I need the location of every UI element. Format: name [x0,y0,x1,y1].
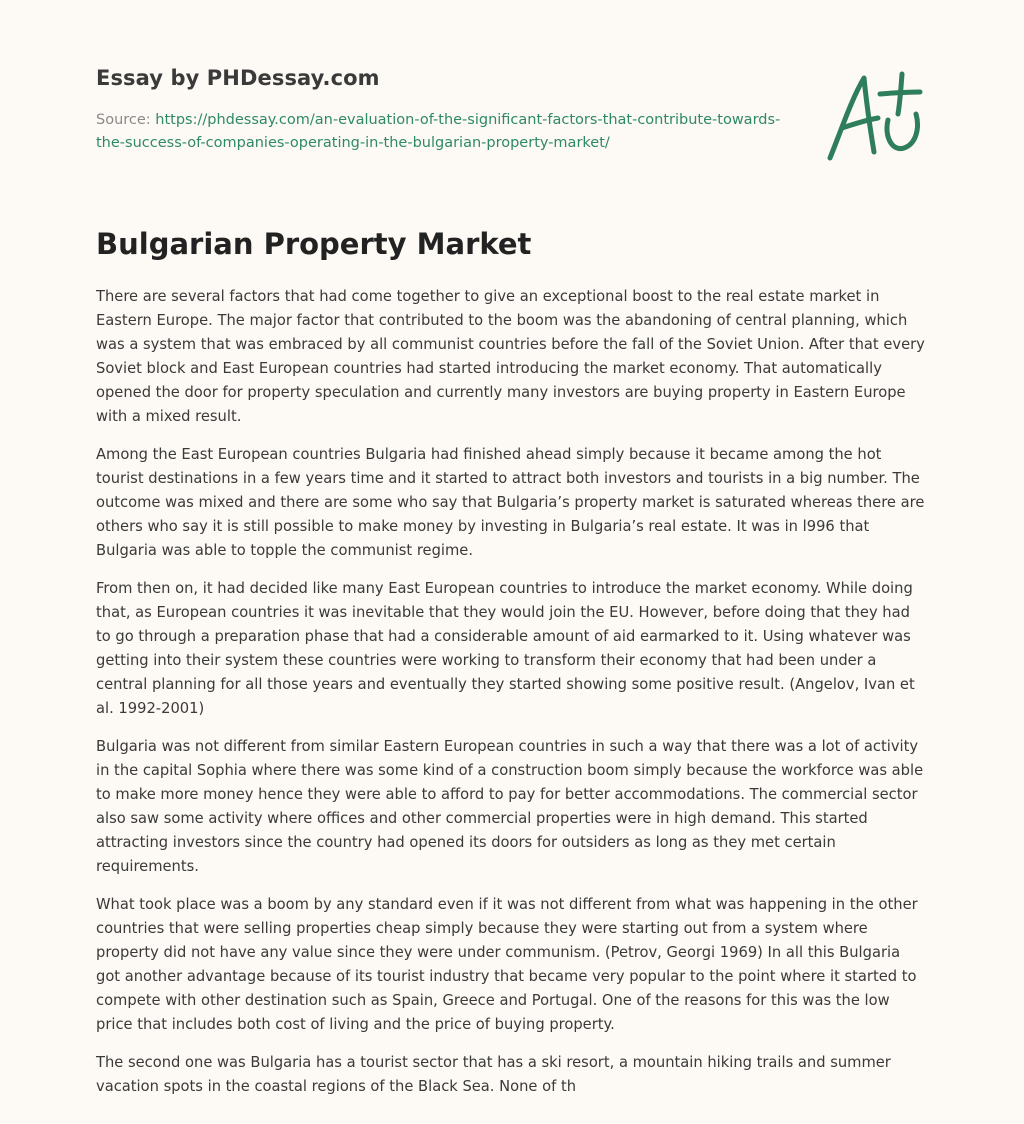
page-header [96,62,796,155]
source-line [96,109,796,155]
paragraph: There are several factors that had come together to give an exceptional boost to the real estate market in Eastern Europe. The major factor that contributed to the boom was the abandoning of central planning, which was a system that was embraced by all communist countries before the fall of the Soviet Union. After that every Soviet block and East European countries had started introducing the market economy. That automatically opened the door for property speculation and currently many investors are buying property in Eastern Europe with a mixed result. [96,288,925,425]
article-body [96,285,928,1113]
paragraph: Bulgaria was not different from similar Eastern European countries in such a way that there was a lot of activity in the capital Sophia where there was some kind of a construction boom simply because the workforce was able to make more money hence they were able to afford to pay for better accommodations. The commercial sector also saw some activity where offices and other commercial properties were in high demand. This started attracting investors since the country had opened its doors for outsiders as long as they met certain requirements. [96,738,924,875]
paragraph: The second one was Bulgaria has a tourist sector that has a ski resort, a mountain hiking trails and summer vacation spots in the coastal regions of the Black Sea. None of th [96,1054,891,1095]
paragraph: From then on, it had decided like many East European countries to introduce the market economy. While doing that, as European countries it was inevitable that they would join the EU. However, before doing that they had to go through a preparation phase that had a considerable amount of aid earmarked to it. Using whatever was getting into their system these countries were working to transform their economy that had been under a central planning for all those years and eventually they started showing some positive result. (Angelov, Ivan et al. 1992-2001) [96,580,915,717]
paragraph: Among the East European countries Bulgaria had finished ahead simply because it became among the hot tourist destinations in a few years time and it started to attract both investors and tourists in a big number. The outcome was mixed and there are some who say that Bulgaria’s property market is saturated whereas there are others who say it is still possible to make money by investing in Bulgaria’s real estate. It was in l996 that Bulgaria was able to topple the communist regime. [96,446,925,559]
source-link[interactable]: https://phdessay.com/an-evaluation-of-the-significant-factors-that-contribute-towards-the-success-of-companies-operating-in-the-bulgarian-property-market/ [96,112,781,151]
article-title: Bulgarian Property Market [96,227,532,261]
paragraph: What took place was a boom by any standard even if it was not different from what was happening in the other countries that were selling properties cheap simply because they were starting out from a system where property did not have any value since they were under communism. (Petrov, Georgi 1969) In all this Bulgaria got another advantage because of its tourist industry that became very popular to the point where it started to compete with other destination such as Spain, Greece and Portugal. One of the reasons for this was the low price that includes both cost of living and the price of buying property. [96,896,918,1033]
site-title: Essay by PHDessay.com [96,66,380,90]
source-label: Source: [96,112,156,128]
a-plus-logo [822,68,926,164]
